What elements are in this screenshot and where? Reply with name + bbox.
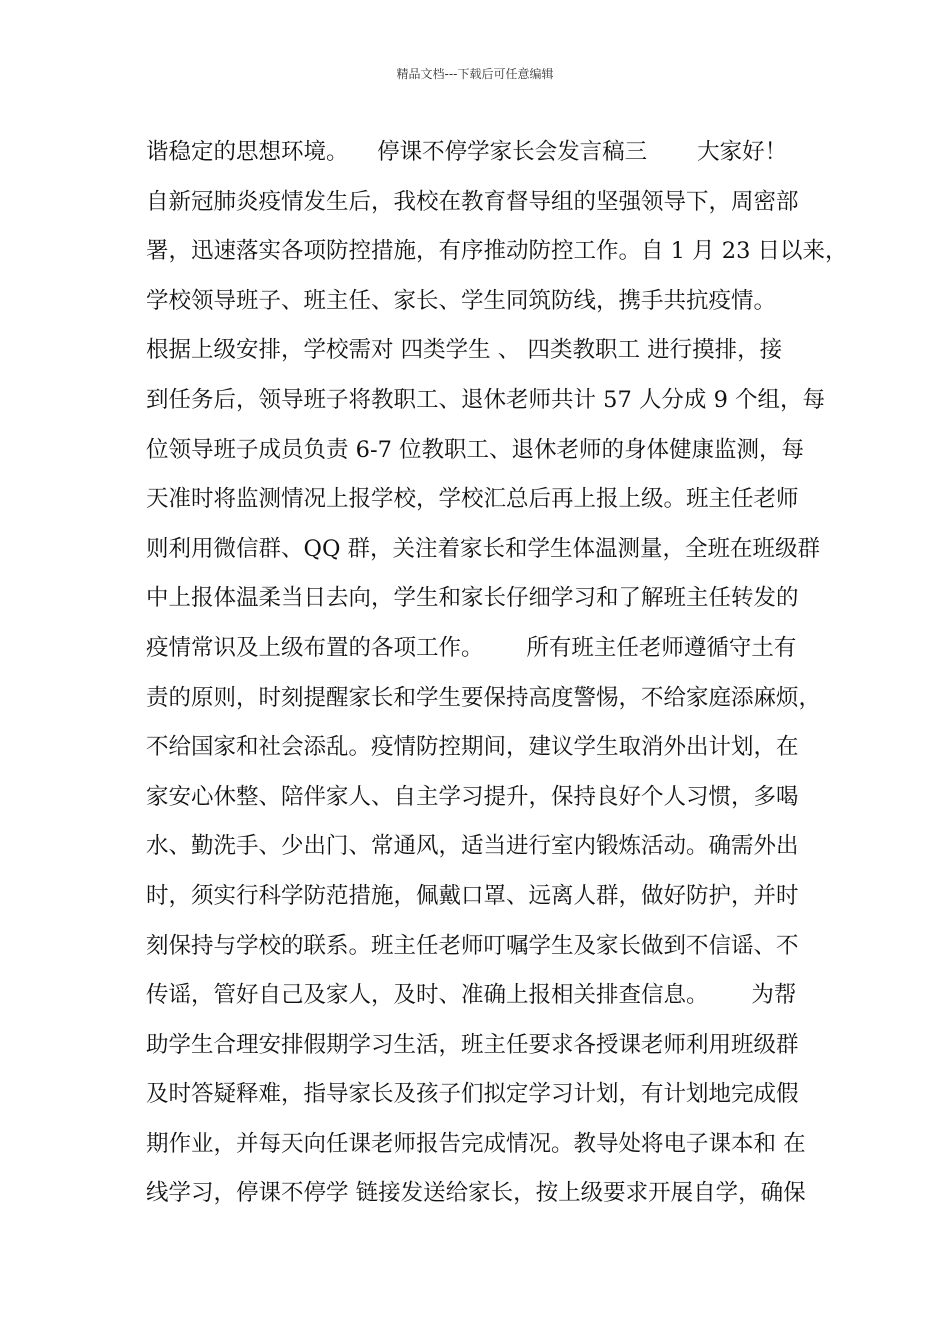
text-line: 线学习，停课不停学 链接发送给家长，按上级要求开展自学，确保: [146, 1180, 806, 1207]
text-line: 学校领导班子、班主任、家长、学生同筑防线，携手共抗疫情。: [146, 287, 777, 314]
page-header: 精品文档---下载后可任意编辑: [396, 67, 554, 81]
text-line: 及时答疑释难，指导家长及孩子们拟定学习计划，有计划地完成假: [146, 1081, 799, 1108]
document-body: [146, 128, 848, 1219]
text-line: 传谣，管好自己及家人，及时、准确上报相关排查信息。 为帮: [146, 982, 797, 1009]
text-line: 根据上级安排，学校需对 四类学生 、 四类教职工 进行摸排，接: [146, 337, 783, 364]
text-line: 到任务后，领导班子将教职工、退休老师共计 57 人分成 9 个组，每: [146, 386, 826, 413]
text-line: 则利用微信群、QQ 群，关注着家长和学生体温测量，全班在班级群: [146, 535, 821, 562]
text-line: 疫情常识及上级布置的各项工作。 所有班主任老师遵循守土有: [146, 634, 797, 661]
text-line: 位领导班子成员负责 6-7 位教职工、退休老师的身体健康监测，每: [146, 436, 805, 463]
text-line: 期作业，并每天向任课老师报告完成情况。教导处将电子课本和 在: [146, 1130, 806, 1157]
text-line: 助学生合理安排假期学习生活，班主任要求各授课老师利用班级群: [146, 1031, 799, 1058]
text-line: 时，须实行科学防范措施，佩戴口罩、远离人群，做好防护，并时: [146, 882, 799, 909]
text-line: 家安心休整、陪伴家人、自主学习提升，保持良好个人习惯，多喝: [146, 783, 799, 810]
text-line: 责的原则，时刻提醒家长和学生要保持高度警惕，不给家庭添麻烦，: [146, 684, 822, 711]
text-line: 刻保持与学校的联系。班主任老师叮嘱学生及家长做到不信谣、不: [146, 932, 799, 959]
text-line: 谐稳定的思想环境。 停课不停学家长会发言稿三 大家好！: [146, 139, 788, 165]
text-line: 署，迅速落实各项防控措施，有序推动防控工作。自 1 月 23 日以来，: [146, 238, 848, 265]
text-line: 不给国家和社会添乱。疫情防控期间，建议学生取消外出计划，在: [146, 734, 799, 761]
text-line: 水、勤洗手、少出门、常通风，适当进行室内锻炼活动。确需外出: [146, 833, 799, 860]
text-line: 天准时将监测情况上报学校，学校汇总后再上报上级。班主任老师: [146, 486, 799, 513]
text-line: 中上报体温柔当日去向，学生和家长仔细学习和了解班主任转发的: [146, 585, 799, 612]
text-line: 自新冠肺炎疫情发生后，我校在教育督导组的坚强领导下，周密部: [146, 188, 799, 215]
